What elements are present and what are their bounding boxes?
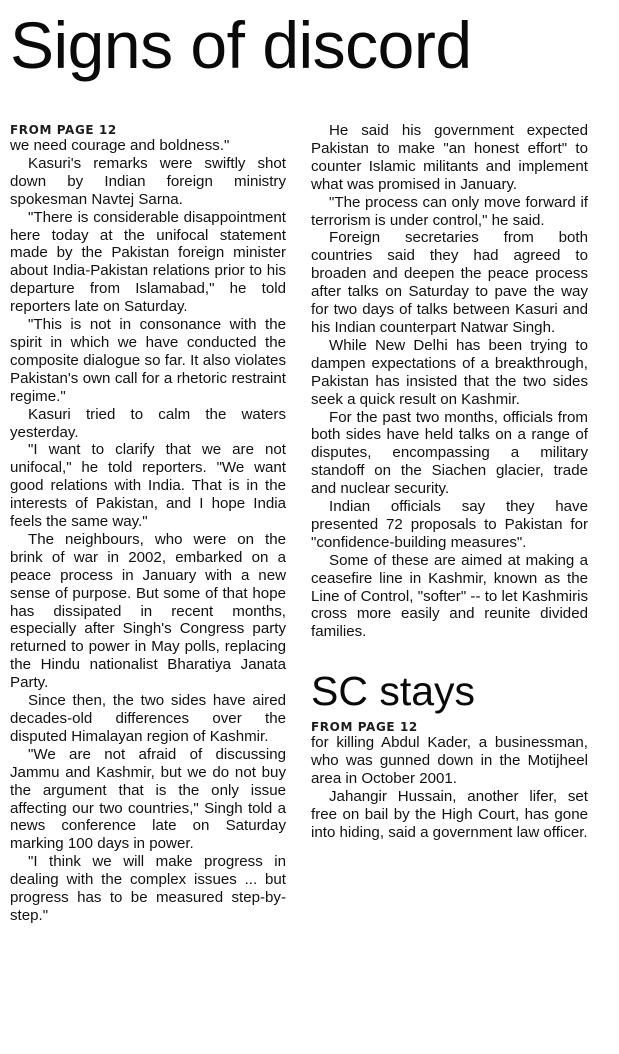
paragraph: "This is not in consonance with the spirit in which we have conducted the composite dialogue so far. It also violates Pakistan's own call for a rhetoric restraint regime." <box>10 316 286 405</box>
paragraph: Foreign secretaries from both countries said they had agreed to broaden and deepen the peace process after talks on Saturday to pave the way for two days of talks between Kasuri and his Indian counterpart Natwar Singh. <box>311 229 588 336</box>
second-story-headline: SC stays <box>311 668 476 715</box>
paragraph: "I think we will make progress in dealing with the complex issues ... but progress has to be measured step-by-step." <box>10 853 286 924</box>
paragraph: for killing Abdul Kader, a businessman, who was gunned down in the Motijheel area in October 2001. <box>311 734 588 788</box>
paragraph: Jahangir Hussain, another lifer, set free on bail by the High Court, has gone into hiding, said a government law officer. <box>311 788 588 841</box>
paragraph: "I want to clarify that we are not unifocal," he told reporters. "We want good relations with India. That is in the interests of Pakistan, and I hope India feels the same way." <box>10 441 286 531</box>
paragraph: Kasuri tried to calm the waters yesterday. <box>10 405 286 441</box>
paragraph: Some of these are aimed at making a ceasefire line in Kashmir, known as the Line of Control, "softer" -- to let Kashmiris cross more easily and reunite divided families. <box>311 551 588 641</box>
headline: Signs of discord <box>10 8 472 82</box>
paragraph: While New Delhi has been trying to dampen expectations of a breakthrough, Pakistan has insisted that the two sides seek a quick result on Kashmir. <box>311 336 588 408</box>
paragraph: He said his government expected Pakistan to make "an honest effort" to counter Islamic militants and implement what was promised in January. <box>311 122 588 193</box>
paragraph: For the past two months, officials from both sides have held talks on a range of disputes, encompassing a military standoff on the Siachen glacier, trade and nuclear security. <box>311 408 588 498</box>
paragraph: we need courage and boldness." <box>10 137 230 154</box>
article-column-left <box>10 122 286 925</box>
paragraph: Since then, the two sides have aired decades-old differences over the disputed Himalayan region of Kashmir. <box>10 692 286 745</box>
paragraph: The neighbours, who were on the brink of war in 2002, embarked on a peace process in January with a new sense of purpose. But some of that hope has dissipated in recent months, especially after Singh's Congress party returned to power in May polls, replacing the Hindu nationalist Bharatiya Janata Party. <box>10 530 286 692</box>
paragraph: "There is considerable disappointment here today at the unifocal statement made by the Pakistan foreign minister about India-Pakistan relations prior to his departure from Islamabad," he told reporters late on Saturday. <box>10 208 286 316</box>
paragraph: "We are not afraid of discussing Jammu and Kashmir, but we do not buy the argument that is the only issue affecting our two countries," Singh told a news conference late on Saturday marking 100 days in power. <box>10 745 286 853</box>
article-column-right <box>311 122 588 842</box>
paragraph: "The process can only move forward if terrorism is under control," he said. <box>311 193 588 229</box>
continued-from-label: FROM PAGE 12 <box>10 123 117 137</box>
paragraph: Kasuri's remarks were swiftly shot down by Indian foreign ministry spokesman Navtej Sarna. <box>10 154 286 208</box>
continued-from-label: FROM PAGE 12 <box>311 720 418 735</box>
paragraph: Indian officials say they have presented 72 proposals to Pakistan for "confidence-building measures". <box>311 498 588 551</box>
